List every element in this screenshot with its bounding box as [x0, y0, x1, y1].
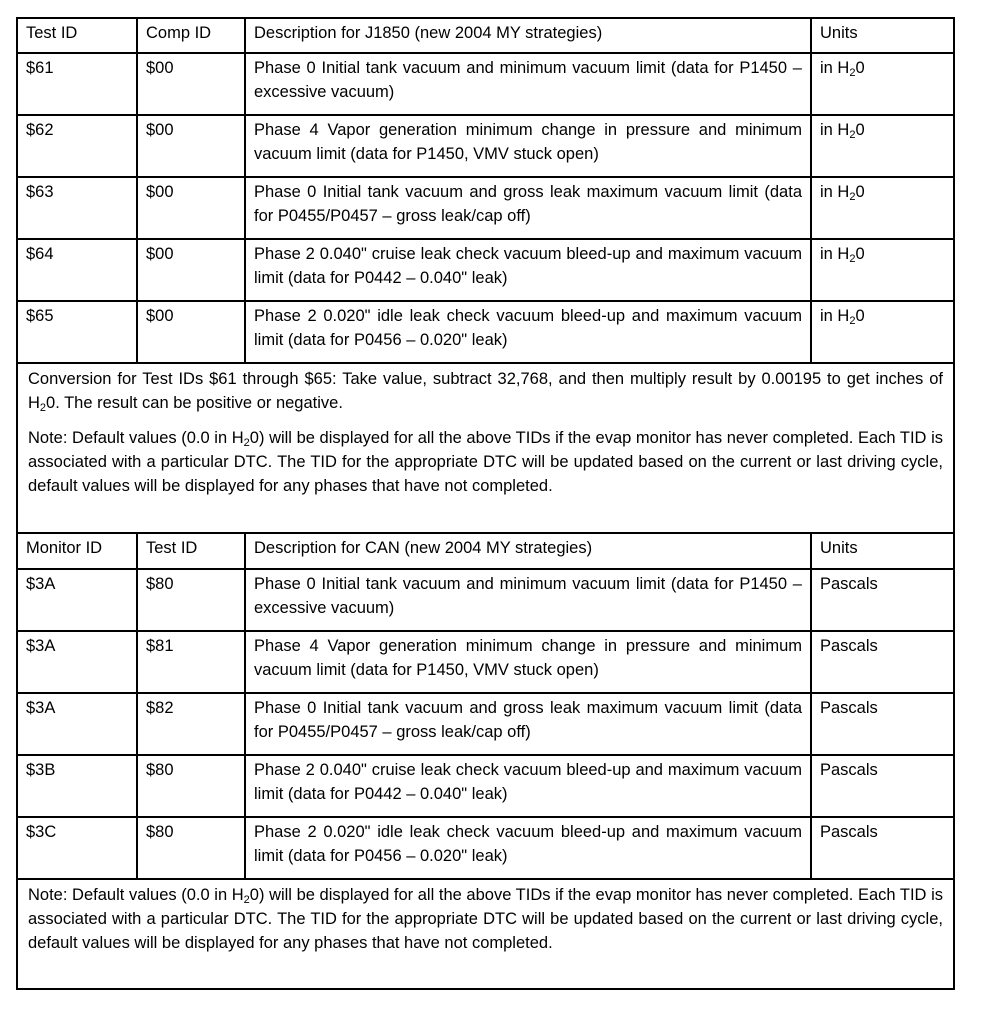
description-cell: Phase 0 Initial tank vacuum and gross leak maximum vacuum limit (data for P0455/P0457 – gross leak/cap off)	[245, 693, 811, 755]
header-units: Units	[811, 18, 954, 53]
test-id-cell: $63	[17, 177, 137, 239]
header-monitor-id: Monitor ID	[17, 533, 137, 569]
table-row	[17, 53, 954, 115]
j1850-notes-cell	[17, 363, 954, 533]
units-cell: in $H_20$	[811, 239, 954, 301]
can-notes-cell	[17, 879, 954, 989]
table-row	[17, 177, 954, 239]
units-cell: Pascals	[811, 755, 954, 817]
description-cell: Phase 0 Initial tank vacuum and gross leak maximum vacuum limit (data for P0455/P0457 – gross leak/cap off)	[245, 177, 811, 239]
test-id-cell: $81	[137, 631, 245, 693]
comp-id-cell: $00	[137, 177, 245, 239]
conversion-note: Conversion for Test IDs $61 through $65: Take value, subtract 32,768, and then multiply result by 0.00195 to get inches of $H_20$. The result can be positive or negative.	[28, 370, 943, 414]
table-row	[17, 755, 954, 817]
evap-test-id-table	[16, 17, 955, 990]
description-cell: Phase 2 0.040" cruise leak check vacuum bleed-up and maximum vacuum limit (data for P0442 – 0.040" leak)	[245, 239, 811, 301]
header-description: Description for CAN (new 2004 MY strategies)	[245, 533, 811, 569]
description-cell: Phase 2 0.020" idle leak check vacuum bleed-up and maximum vacuum limit (data for P0456 – 0.020" leak)	[245, 301, 811, 363]
test-id-cell: $82	[137, 693, 245, 755]
test-id-cell: $80	[137, 755, 245, 817]
monitor-id-cell: $3A	[17, 631, 137, 693]
monitor-id-cell: $3C	[17, 817, 137, 879]
j1850-notes-row	[17, 363, 954, 533]
test-id-cell: $80	[137, 817, 245, 879]
table-row	[17, 693, 954, 755]
comp-id-cell: $00	[137, 115, 245, 177]
units-cell: Pascals	[811, 817, 954, 879]
units-cell: in $H_20$	[811, 53, 954, 115]
test-id-cell: $64	[17, 239, 137, 301]
monitor-id-cell: $3A	[17, 693, 137, 755]
monitor-id-cell: $3A	[17, 569, 137, 631]
test-id-cell: $80	[137, 569, 245, 631]
description-cell: Phase 4 Vapor generation minimum change in pressure and minimum vacuum limit (data for P1450, VMV stuck open)	[245, 115, 811, 177]
comp-id-cell: $00	[137, 301, 245, 363]
header-units: Units	[811, 533, 954, 569]
description-cell: Phase 0 Initial tank vacuum and minimum vacuum limit (data for P1450 – excessive vacuum)	[245, 569, 811, 631]
description-cell: Phase 4 Vapor generation minimum change in pressure and minimum vacuum limit (data for P1450, VMV stuck open)	[245, 631, 811, 693]
table-row	[17, 817, 954, 879]
monitor-id-cell: $3B	[17, 755, 137, 817]
header-comp-id: Comp ID	[137, 18, 245, 53]
can-notes-row	[17, 879, 954, 989]
units-cell: in $H_20$	[811, 301, 954, 363]
test-id-cell: $62	[17, 115, 137, 177]
header-test-id: Test ID	[137, 533, 245, 569]
units-cell: in $H_20$	[811, 115, 954, 177]
units-cell: in $H_20$	[811, 177, 954, 239]
comp-id-cell: $00	[137, 53, 245, 115]
description-cell: Phase 2 0.040" cruise leak check vacuum bleed-up and maximum vacuum limit (data for P0442 – 0.040" leak)	[245, 755, 811, 817]
test-id-cell: $65	[17, 301, 137, 363]
table-row	[17, 631, 954, 693]
table-row	[17, 301, 954, 363]
description-cell: Phase 0 Initial tank vacuum and minimum vacuum limit (data for P1450 – excessive vacuum)	[245, 53, 811, 115]
default-values-note: Note: Default values (0.0 in $H_20$) will be displayed for all the above TIDs if the evap monitor has never completed. Each TID is associated with a particular DTC. The TID for the appropriate DTC will be updated based on the current or last driving cycle, default values will be displayed for any phases that have not completed.	[28, 886, 943, 952]
test-id-cell: $61	[17, 53, 137, 115]
header-description: Description for J1850 (new 2004 MY strategies)	[245, 18, 811, 53]
j1850-header-row	[17, 18, 954, 53]
table-row	[17, 239, 954, 301]
comp-id-cell: $00	[137, 239, 245, 301]
can-header-row	[17, 533, 954, 569]
description-cell: Phase 2 0.020" idle leak check vacuum bleed-up and maximum vacuum limit (data for P0456 – 0.020" leak)	[245, 817, 811, 879]
units-cell: Pascals	[811, 631, 954, 693]
units-cell: Pascals	[811, 569, 954, 631]
table-row	[17, 115, 954, 177]
header-test-id: Test ID	[17, 18, 137, 53]
default-values-note: Note: Default values (0.0 in $H_20$) will be displayed for all the above TIDs if the evap monitor has never completed. Each TID is associated with a particular DTC. The TID for the appropriate DTC will be updated based on the current or last driving cycle, default values will be displayed for any phases that have not completed.	[28, 429, 943, 495]
units-cell: Pascals	[811, 693, 954, 755]
table-row	[17, 569, 954, 631]
